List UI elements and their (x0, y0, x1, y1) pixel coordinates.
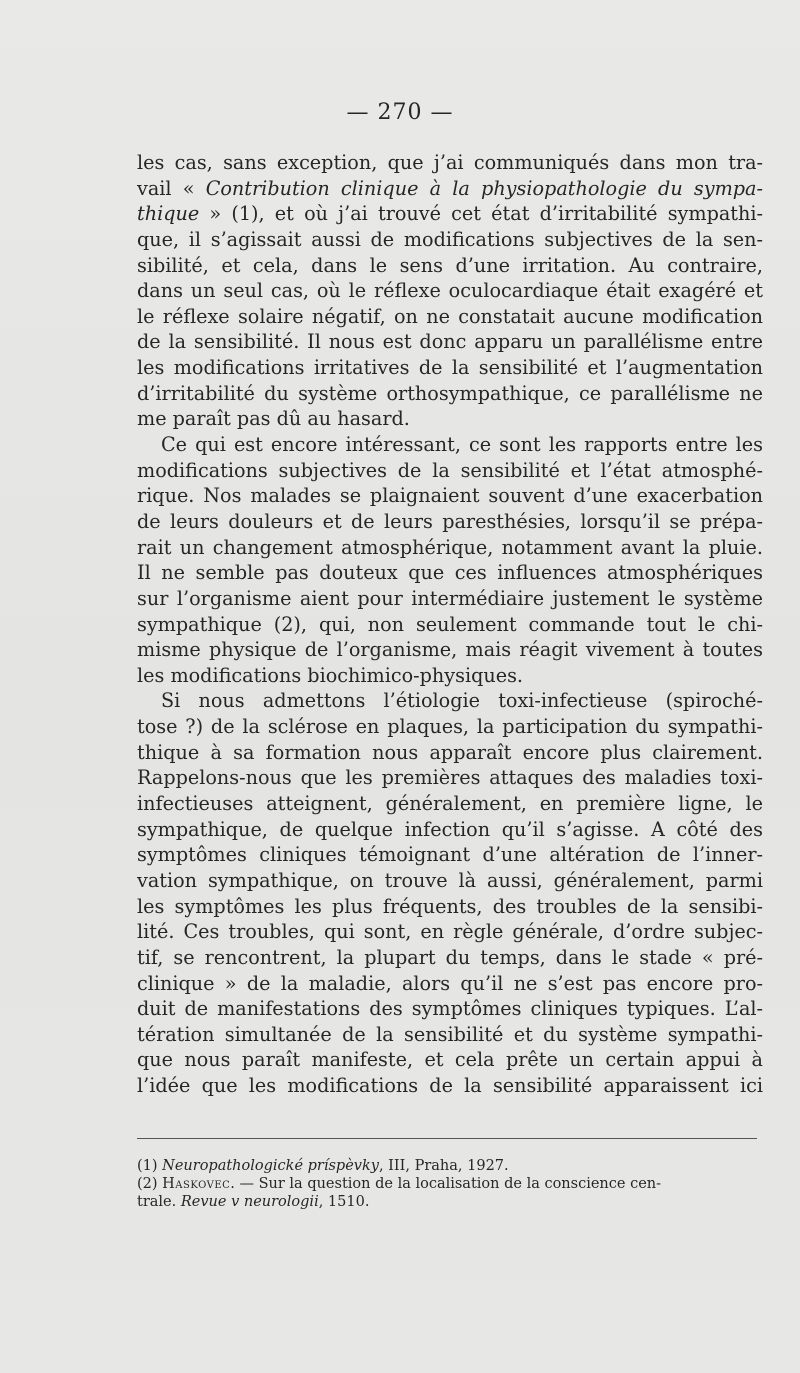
text-line: tération simultanée de la sensibilité et du système sympathi- (137, 1022, 763, 1046)
text-line: tose ?) de la sclérose en plaques, la participation du sympathi- (137, 715, 763, 739)
footnote-text: , III, Praha, 1927. (378, 1158, 509, 1174)
footnote-marker: (1) (137, 1158, 163, 1174)
text-line: symptômes cliniques témoignant d’une altération de l’inner- (137, 843, 763, 867)
text-line: rique. Nos malades se plaignaient souvent d’une exacerbation (137, 484, 763, 508)
text-line: clinique » de la maladie, alors qu’il ne s’est pas encore pro- (137, 971, 763, 995)
text-fragment: vail « (137, 176, 206, 200)
footnote-text: , 1510. (318, 1194, 370, 1210)
footnote-2-continuation (137, 1193, 763, 1211)
text-line: Si nous admettons l’étiologie toxi-infectieuse (spiroché- (161, 689, 763, 713)
italic-title: Contribution clinique à la physiopathologie du sympa- (205, 176, 763, 200)
text-line: sympathique (2), qui, non seulement commande tout le chi- (137, 612, 763, 636)
text-line: vation sympathique, on trouve là aussi, généralement, parmi (137, 868, 763, 892)
text-line: thique à sa formation nous apparaît encore plus clairement. (137, 740, 763, 764)
text-line: lité. Ces troubles, qui sont, en règle générale, d’ordre subjec- (137, 920, 763, 944)
footnote-title: Neuropathologické príspèvky (162, 1158, 379, 1174)
footnotes (137, 1157, 763, 1211)
text-line: modifications subjectives de la sensibilité et l’état atmosphé- (137, 458, 763, 482)
text-line: que, il s’agissait aussi de modifications subjectives de la sen- (137, 227, 763, 251)
text-line: de leurs douleurs et de leurs paresthésies, lorsqu’il se prépa- (137, 509, 763, 533)
text-line: d’irritabilité du système orthosympathique, ce parallélisme ne (137, 381, 763, 405)
footnote-text: . — Sur la question de la localisation de la conscience cen- (230, 1176, 662, 1192)
text-line: Il ne semble pas douteux que ces influences atmosphériques (137, 561, 763, 585)
text-line: que nous paraît manifeste, et cela prête un certain appui à (137, 1048, 763, 1072)
text-line: duit de manifestations des symptômes cliniques typiques. L’al- (137, 997, 763, 1021)
text-line (137, 201, 763, 227)
text-line: de la sensibilité. Il nous est donc apparu un parallélisme entre (137, 330, 763, 354)
text-line: misme physique de l’organisme, mais réagit vivement à toutes (137, 638, 763, 662)
page-number: — 270 — (346, 100, 454, 125)
footnote-author: Haskovec (162, 1176, 231, 1192)
text-line: rait un changement atmosphérique, notamment avant la pluie. (137, 535, 763, 559)
footnote-marker: (2) (137, 1176, 163, 1192)
footnote-1 (137, 1157, 763, 1175)
italic-title: thique (137, 202, 200, 226)
text-line: les cas, sans exception, que j’ai communiqués dans mon tra- (137, 151, 763, 174)
footnote-2 (137, 1175, 763, 1193)
body-text (137, 150, 763, 1099)
text-line: sur l’organisme aient pour intermédiaire justement le système (137, 586, 763, 610)
text-line: les symptômes les plus fréquents, des troubles de la sensibi- (137, 894, 763, 918)
text-line: Rappelons-nous que les premières attaques des maladies toxi- (137, 766, 763, 790)
footnote-divider (137, 1138, 757, 1139)
text-line: dans un seul cas, où le réflexe oculocardiaque était exagéré et (137, 279, 763, 303)
footnote-text: trale. (137, 1194, 181, 1210)
text-line: l’idée que les modifications de la sensibilité apparaissent ici (137, 1074, 763, 1098)
text-line (137, 176, 763, 202)
text-line: me paraît pas dû au hasard. (137, 407, 410, 431)
text-line: Ce qui est encore intéressant, ce sont les rapports entre les (161, 433, 763, 457)
text-line: infectieuses atteignent, généralement, en première ligne, le (137, 792, 763, 816)
text-line: le réflexe solaire négatif, on ne constatait aucune modification (137, 304, 763, 328)
text-line: tif, se rencontrent, la plupart du temps, dans le stade « pré- (137, 945, 763, 969)
footnote-journal: Revue v neurologii (180, 1194, 319, 1210)
text-line: sibilité, et cela, dans le sens d’une irritation. Au contraire, (137, 253, 763, 277)
text-line: les modifications irritatives de la sensibilité et l’augmentation (137, 356, 763, 380)
text-line: les modifications biochimico-physiques. (137, 663, 524, 687)
text-line: sympathique, de quelque infection qu’il s’agisse. A côté des (137, 817, 763, 841)
text-fragment: » (1), et où j’ai trouvé cet état d’irritabilité sympathi- (199, 202, 763, 226)
